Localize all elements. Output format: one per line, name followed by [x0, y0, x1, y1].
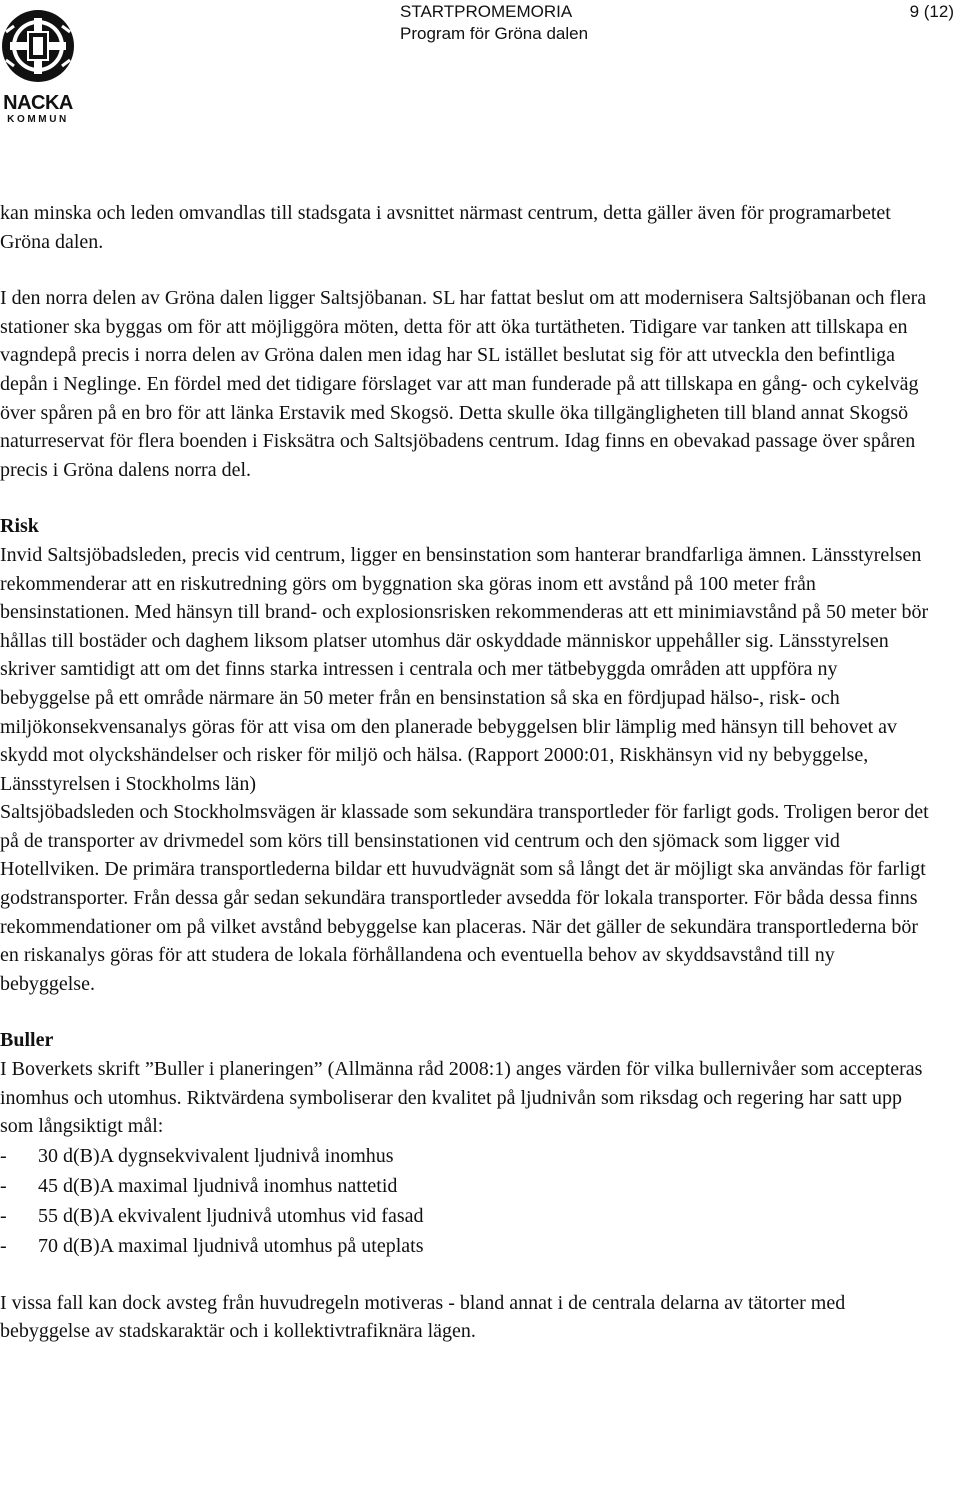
municipal-crest-icon — [0, 6, 76, 92]
program-title: Program för Gröna dalen — [400, 24, 589, 43]
list-item: - 30 d(B)A dygnsekvivalent ljudnivå inomhus — [0, 1141, 930, 1171]
page-number: 9 (12) — [909, 2, 954, 21]
nacka-kommun-logo — [0, 6, 76, 126]
paragraph-risk-2: Saltsjöbadsleden och Stockholmsvägen är klassade som sekundära transportleder för farligt gods. Troligen beror det på de transporter av drivmedel som körs till bensinstationen vid centrum och den sjömack som ligger vid Hotellviken. De primära transportlederna bildar ett huvudvägnät som så långt det är möjligt ska användas för farligt godstransporter. Från dessa går sedan sekundära transportleder avsedda för lokala transporter. För båda dessa finns rekommendationer om på vilket avstånd bebyggelse kan placeras. När det gäller de sekundära transportlederna bör en riskanalys göras för att studera de lokala förhållandena och eventuella behov av skyddsavstånd till ny bebyggelse. — [0, 801, 929, 995]
list-item: - 55 d(B)A ekvivalent ljudnivå utomhus vid fasad — [0, 1201, 930, 1231]
document-body — [0, 199, 930, 1346]
logo-kommun-text: KOMMUN — [7, 114, 69, 125]
list-item: - 70 d(B)A maximal ljudnivå utomhus på uteplats — [0, 1231, 930, 1261]
paragraph-intro: kan minska och leden omvandlas till stadsgata i avsnittet närmast centrum, detta gäller även för programarbetet Gröna dalen. — [0, 202, 891, 253]
heading-buller: Buller — [0, 1029, 54, 1052]
paragraph-buller-1: I Boverkets skrift ”Buller i planeringen” (Allmänna råd 2008:1) anges värden för vilka bullernivåer som accepteras inomhus och utomhus. Riktvärdena symboliserar den kvalitet på ljudnivån som riksdag och regering har satt upp som långsiktigt mål: — [0, 1058, 923, 1138]
logo-nacka-text: NACKA — [3, 92, 73, 114]
paragraph-risk-1: Invid Saltsjöbadsleden, precis vid centrum, ligger en bensinstation som hanterar brandfarliga ämnen. Länsstyrelsen rekommenderar att en riskutredning görs om byggnation ska göras inom ett avstånd på 100 meter från bensinstationen. Med hänsyn till brand- och explosionsrisken rekommenderas att ett minimiavstånd på 50 meter bör hållas till bostäder och daghem liksom platser utomhus där oskyddade människor uppehåller sig. Länsstyrelsen skriver samtidigt att om det finns starka intressen i centrala och mer tätbebyggda områden att uppföra ny bebyggelse på ett område närmare än 50 meter från en bensinstation så ska en fördjupad hälso-, risk- och miljökonsekvensanalys göras för att visa om den planerade bebyggelsen blir lämplig med hänsyn till behovet av skydd mot olyckshändelser och risker för miljö och hälsa. (Rapport 2000:01, Riskhänsyn vid ny bebyggelse, Länsstyrelsen i Stockholms län) — [0, 543, 929, 795]
paragraph-buller-2: I vissa fall kan dock avsteg från huvudregeln motiveras - bland annat i de centrala delarna av tätorter med bebyggelse av stadskaraktär och i kollektivtrafiknära lägen. — [0, 1291, 846, 1343]
paragraph-saltsjobanan: I den norra delen av Gröna dalen ligger Saltsjöbanan. SL har fattat beslut om att modernisera Saltsjöbanan och flera stationer ska byggas om för att möjliggöra möten, detta för att öka turtätheten. Tidigare var tanken att tillskapa en vagndepå precis i norra delen av Gröna dalen men idag har SL istället beslutat sig för att utveckla den befintliga depån i Neglinge. En fördel med det tidigare förslaget var att man funderade på att tillskapa en gång- och cykelväg över spåren på en bro för att länka Erstavik med Skogsö. Detta skulle öka tillgängligheten till bland annat Skogsö naturreservat för flera boenden i Fisksätra och Saltsjöbadens centrum. Idag finns en obevakad passage över spåren precis i Gröna dalens norra del. — [0, 287, 927, 481]
heading-risk: Risk — [0, 515, 39, 538]
noise-level-list — [0, 1141, 930, 1261]
document-type: STARTPROMEMORIA — [400, 2, 573, 21]
list-item: - 45 d(B)A maximal ljudnivå inomhus nattetid — [0, 1171, 930, 1201]
